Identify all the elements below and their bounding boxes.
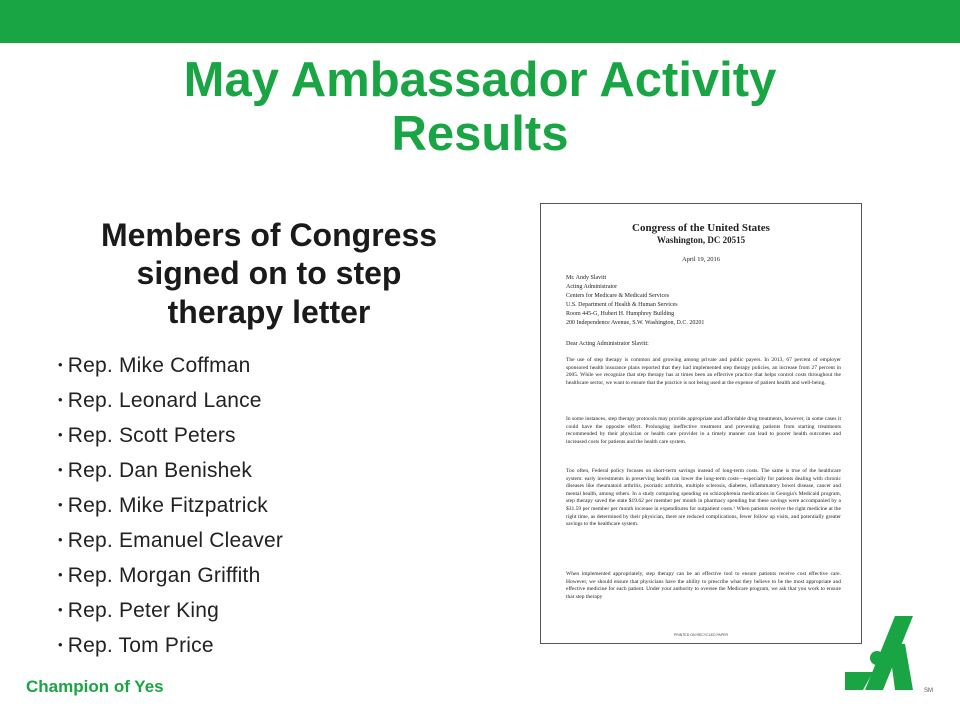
letter-address [566,274,704,328]
list-item: • Rep. Scott Peters [58,418,283,453]
list-item: • Rep. Leonard Lance [58,383,283,418]
letter-paragraph: Too often, Federal policy focuses on short-term savings instead of long-term costs. The same is true of the healthcare system: early investments in preserving health can lower the long-term costs—especially for patients dealing with chronic diseases like rheumatoid arthritis, psoriatic arthritis, multiple sclerosis, diabetes, inflammatory bowel disease, cancer and mental health, among others. In a study comparing spending on schizophrenia medications in Georgia's Medicaid program, step therapy saved the state $19.62 per member per month in pharmacy spending but these savings were accompanied by a $31.59 per member per month increase in expenditures for outpatient costs.¹ When patients receive the right medicine at the right time, as determined by their physician, there are reduced complications, fewer follow up visits, and potentially greater savings to the healthcare system. [566,468,841,528]
slide-title-line-1: May Ambassador Activity [183,53,777,107]
brand-tagline: Champion of Yes [26,677,164,696]
list-item: • Rep. Morgan Griffith [58,558,283,593]
address-line: Centers for Medicare & Medicaid Services [566,293,670,299]
letter-date: April 19, 2016 [681,256,721,263]
address-line: Mr. Andy Slavitt [566,275,607,281]
address-line: Room 445-G, Hubert H. Humphrey Building [566,311,675,317]
address-line: Acting Administrator [566,284,618,290]
letter-salutation: Dear Acting Administrator Slavitt: [566,341,649,347]
list-item: • Rep. Emanuel Cleaver [58,523,283,558]
list-item: • Rep. Mike Coffman [58,348,283,383]
service-mark: SM [924,688,933,694]
letter-footer: PRINTED ON RECYCLED PAPER [673,633,729,637]
letter-paragraph: When implemented appropriately, step therapy can be an effective tool to ensure patients receive cost effective care. However, we should ensure that physicians have the ability to prescribe what they believe to be the most appropriate and effective medicine for each patient. Under your authority to oversee the Medicare program, we ask that you work to ensure that step therapy [566,571,841,600]
letter-subheading: Washington, DC 20515 [656,235,746,245]
subtitle-line-1: Members of Congress [100,217,438,253]
list-item: • Rep. Mike Fitzpatrick [58,488,283,523]
slide-title-line-2: Results [391,106,569,161]
letter-paragraph: In some instances, step therapy protocols may provide appropriate and affordable drug treatments, however, in some cases it could have the opposite effect. Prolonging ineffective treatment and preventing patients from starting treatments recommended by their physician or health care provider in a timely manner can lead to poorer health outcomes and increased costs for patients and the health care system. [566,416,841,445]
letter-heading: Congress of the United States [632,222,770,234]
congress-letter-image [540,203,862,644]
list-item: • Rep. Peter King [58,593,283,628]
list-item: • Rep. Dan Benishek [58,453,283,488]
letter-paragraph: The use of step therapy is common and growing among private and public payers. In 2013, 67 percent of employer sponsored health insurance plans reported that they had implemented step therapy policies, an increase from 27 percent in 2005. While we recognize that step therapy has at times been an effective practice that helps control costs throughout the healthcare sector, we want to ensure that the practice is not being used at the expense of patient health and well-being. [566,357,841,386]
top-banner-bar [0,0,960,43]
list-item: • Rep. Tom Price [58,628,283,663]
address-line: 200 Independence Avenue, S.W. Washington, D.C. 20201 [566,320,705,326]
address-line: U.S. Department of Health & Human Services [566,302,678,308]
subtitle-line-3: therapy letter [167,293,371,330]
slide-subtitle [60,216,478,331]
subtitle-line-2: signed on to step [136,255,402,292]
representatives-list [58,348,283,663]
slide-title [0,54,960,162]
brand-logo-icon [843,614,923,692]
